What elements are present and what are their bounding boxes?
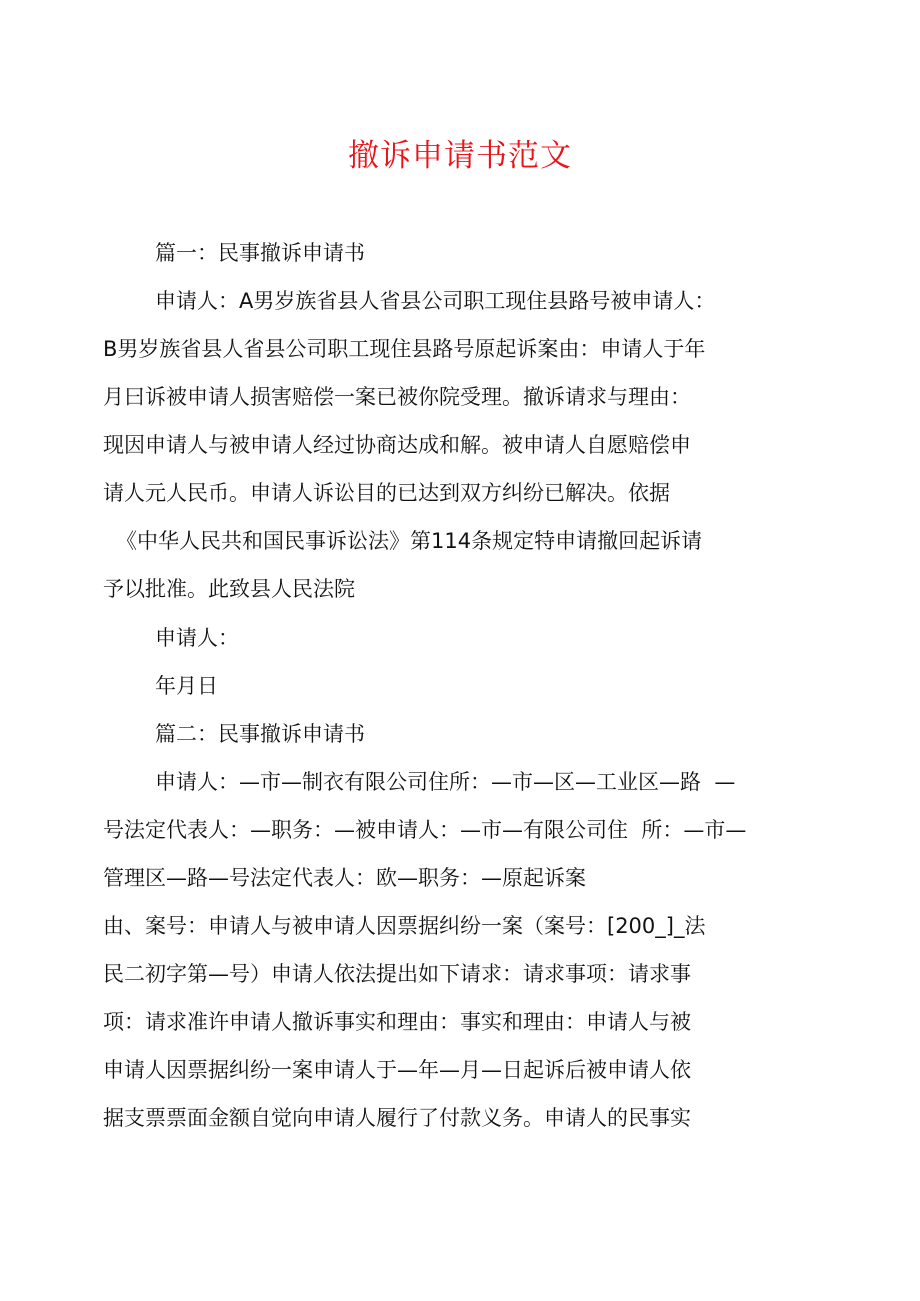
signature-applicant: 申请人：	[155, 626, 239, 650]
paragraph-line: 号法定代表人：—职务：—被申请人：—市—有限公司住 所：—市—	[103, 818, 747, 842]
paragraph-line: 据支票票面金额自觉向申请人履行了付款义务。申请人的民事实	[103, 1106, 691, 1130]
paragraph-line: 项：请求准许申请人撤诉事实和理由：事实和理由：申请人与被	[103, 1010, 691, 1034]
signature-date: 年月日	[155, 674, 218, 698]
section-heading-2: 篇二：民事撤诉申请书	[155, 722, 365, 746]
paragraph-line: 由、案号：申请人与被申请人因票据纠纷一案（案号：[200_]_法	[103, 914, 706, 938]
paragraph-line: 申请人：—市—制衣有限公司住所：—市—区—工业区—路 —	[155, 770, 736, 794]
paragraph-line: 《中华人民共和国民事诉讼法》第114条规定特申请撤回起诉请	[116, 529, 703, 553]
paragraph-line: 现因申请人与被申请人经过协商达成和解。被申请人自愿赔偿申	[103, 433, 691, 457]
section-heading-1: 篇一：民事撤诉申请书	[155, 241, 365, 265]
paragraph-line: 申请人：A男岁族省县人省县公司职工现住县路号被申请人：	[155, 289, 716, 313]
paragraph-line: 申请人因票据纠纷一案申请人于—年—月—日起诉后被申请人依	[103, 1058, 691, 1082]
paragraph-line: 予以批准。此致县人民法院	[103, 577, 355, 601]
paragraph-line: B男岁族省县人省县公司职工现住县路号原起诉案由：申请人于年	[103, 337, 706, 361]
paragraph-line: 管理区—路—号法定代表人：欧—职务：—原起诉案	[103, 866, 586, 890]
paragraph-line: 月曰诉被申请人损害赔偿一案已被你院受理。撤诉请求与理由：	[103, 385, 691, 409]
document-title: 撤诉申请书范文	[348, 138, 572, 174]
paragraph-line: 请人元人民币。申请人诉讼目的已达到双方纠纷已解决。依据	[103, 481, 670, 505]
paragraph-line: 民二初字第—号）申请人依法提出如下请求：请求事项：请求事	[103, 962, 691, 986]
